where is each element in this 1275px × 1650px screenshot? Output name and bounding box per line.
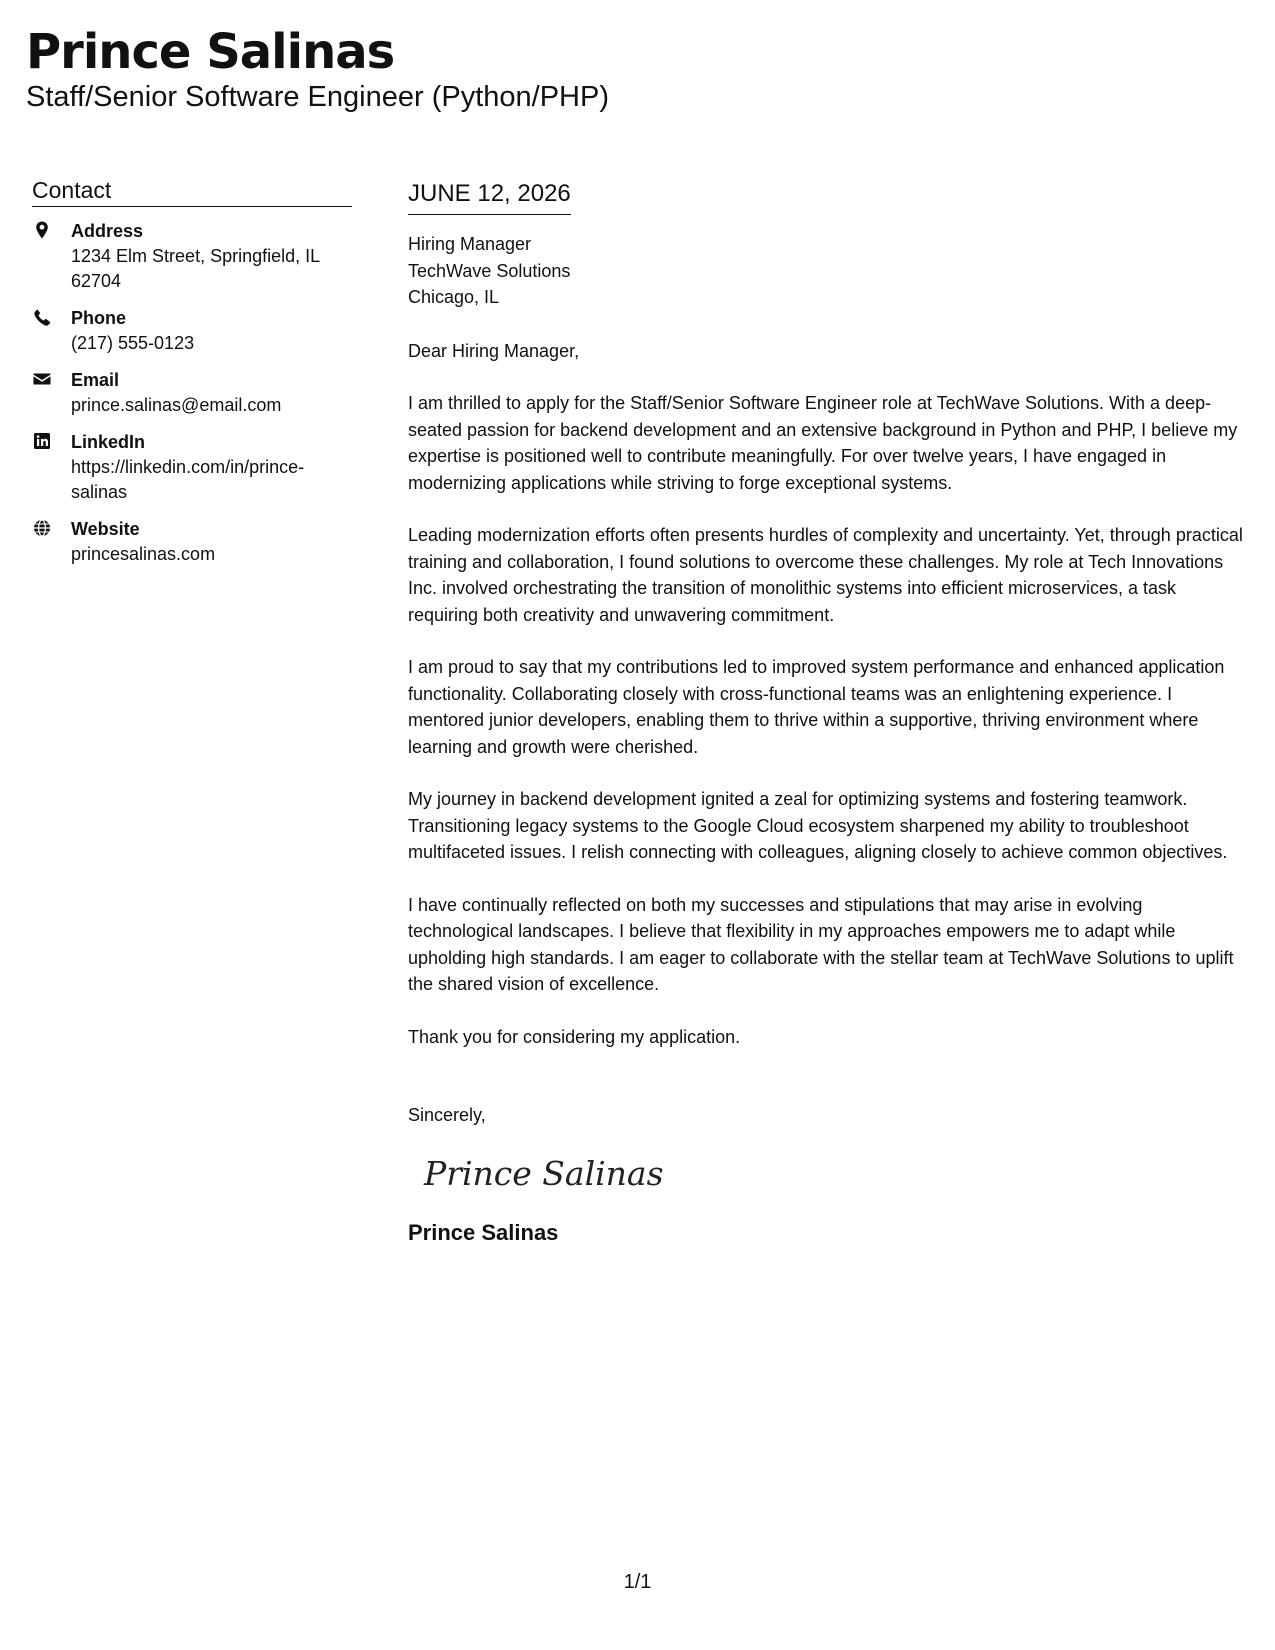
page-number: 1/1	[623, 1571, 652, 1593]
applicant-name: Prince Salinas	[26, 24, 395, 80]
linkedin-icon	[32, 431, 52, 451]
recipient-line: Hiring Manager	[408, 234, 532, 254]
website-value: princesalinas.com	[71, 544, 216, 564]
website-label: Website	[71, 519, 140, 539]
contact-heading: Contact	[32, 176, 352, 207]
address-value: 1234 Elm Street, Springfield, IL 62704	[71, 246, 320, 291]
signature-text: Prince Salinas	[424, 1153, 664, 1193]
linkedin-label: LinkedIn	[71, 432, 146, 452]
phone-value: (217) 555-0123	[71, 333, 195, 353]
letter-paragraph: Thank you for considering my application.	[408, 1026, 741, 1047]
linkedin-value: https://linkedin.com/in/prince-salinas	[71, 457, 305, 502]
letter-paragraph: I am thrilled to apply for the Staff/Senior Software Engineer role at TechWave Solutions. With a deep-seated passion for backend development and an extensive background in Python and PHP, I believe my expertise is positioned well to contribute meaningfully. For over twelve years, I have engaged in modernizing applications while striving to forge exceptional systems.	[408, 393, 1238, 493]
globe-icon	[32, 518, 52, 538]
phone-label: Phone	[71, 308, 127, 328]
salutation: Dear Hiring Manager,	[408, 340, 580, 361]
letter-date: JUNE 12, 2026	[408, 178, 571, 215]
closing: Sincerely,	[408, 1105, 486, 1125]
envelope-icon	[32, 369, 52, 389]
letter-paragraph: Leading modernization efforts often presents hurdles of complexity and uncertainty. Yet, through practical training and collaboration, I found solutions to overcome these challenges. My role at Tech Innovations Inc. involved orchestrating the transition of monolithic systems into efficient microservices, a task requiring both creativity and unwavering commitment.	[408, 525, 1243, 625]
recipient-block	[408, 231, 1250, 311]
applicant-job-title: Staff/Senior Software Engineer (Python/PHP)	[26, 81, 609, 113]
recipient-line: Chicago, IL	[408, 287, 500, 307]
letter-body	[408, 178, 1250, 1247]
letter-paragraph: My journey in backend development ignited a zeal for optimizing systems and fostering teamwork. Transitioning legacy systems to the Google Cloud ecosystem sharpened my ability to troubleshoot multifaceted issues. I relish connecting with colleagues, aligning closely to achieve common objectives.	[408, 789, 1228, 862]
contact-phone	[32, 306, 352, 356]
letter-paragraph: I am proud to say that my contributions led to improved system performance and enhanced application functionality. Collaborating closely with cross-functional teams was an enlightening experience. I mentored junior developers, enabling them to thrive within a supportive, thriving environment where learning and growth were cherished.	[408, 657, 1225, 757]
location-pin-icon	[32, 220, 52, 240]
signer-name: Prince Salinas	[408, 1219, 559, 1245]
document-header	[26, 22, 609, 114]
address-label: Address	[71, 221, 144, 241]
contact-sidebar	[32, 176, 352, 579]
email-value: prince.salinas@email.com	[71, 395, 282, 415]
contact-website	[32, 517, 352, 567]
email-label: Email	[71, 370, 120, 390]
contact-linkedin	[32, 430, 352, 505]
phone-icon	[32, 307, 52, 327]
contact-address	[32, 219, 352, 294]
recipient-line: TechWave Solutions	[408, 260, 571, 281]
signature-image	[420, 1145, 670, 1205]
contact-email	[32, 368, 352, 418]
letter-paragraph: I have continually reflected on both my successes and stipulations that may arise in evolving technological landscapes. I believe that flexibility in my approaches empowers me to adapt while upholding high standards. I am eager to collaborate with the stellar team at TechWave Solutions to uplift the shared vision of excellence.	[408, 894, 1234, 994]
